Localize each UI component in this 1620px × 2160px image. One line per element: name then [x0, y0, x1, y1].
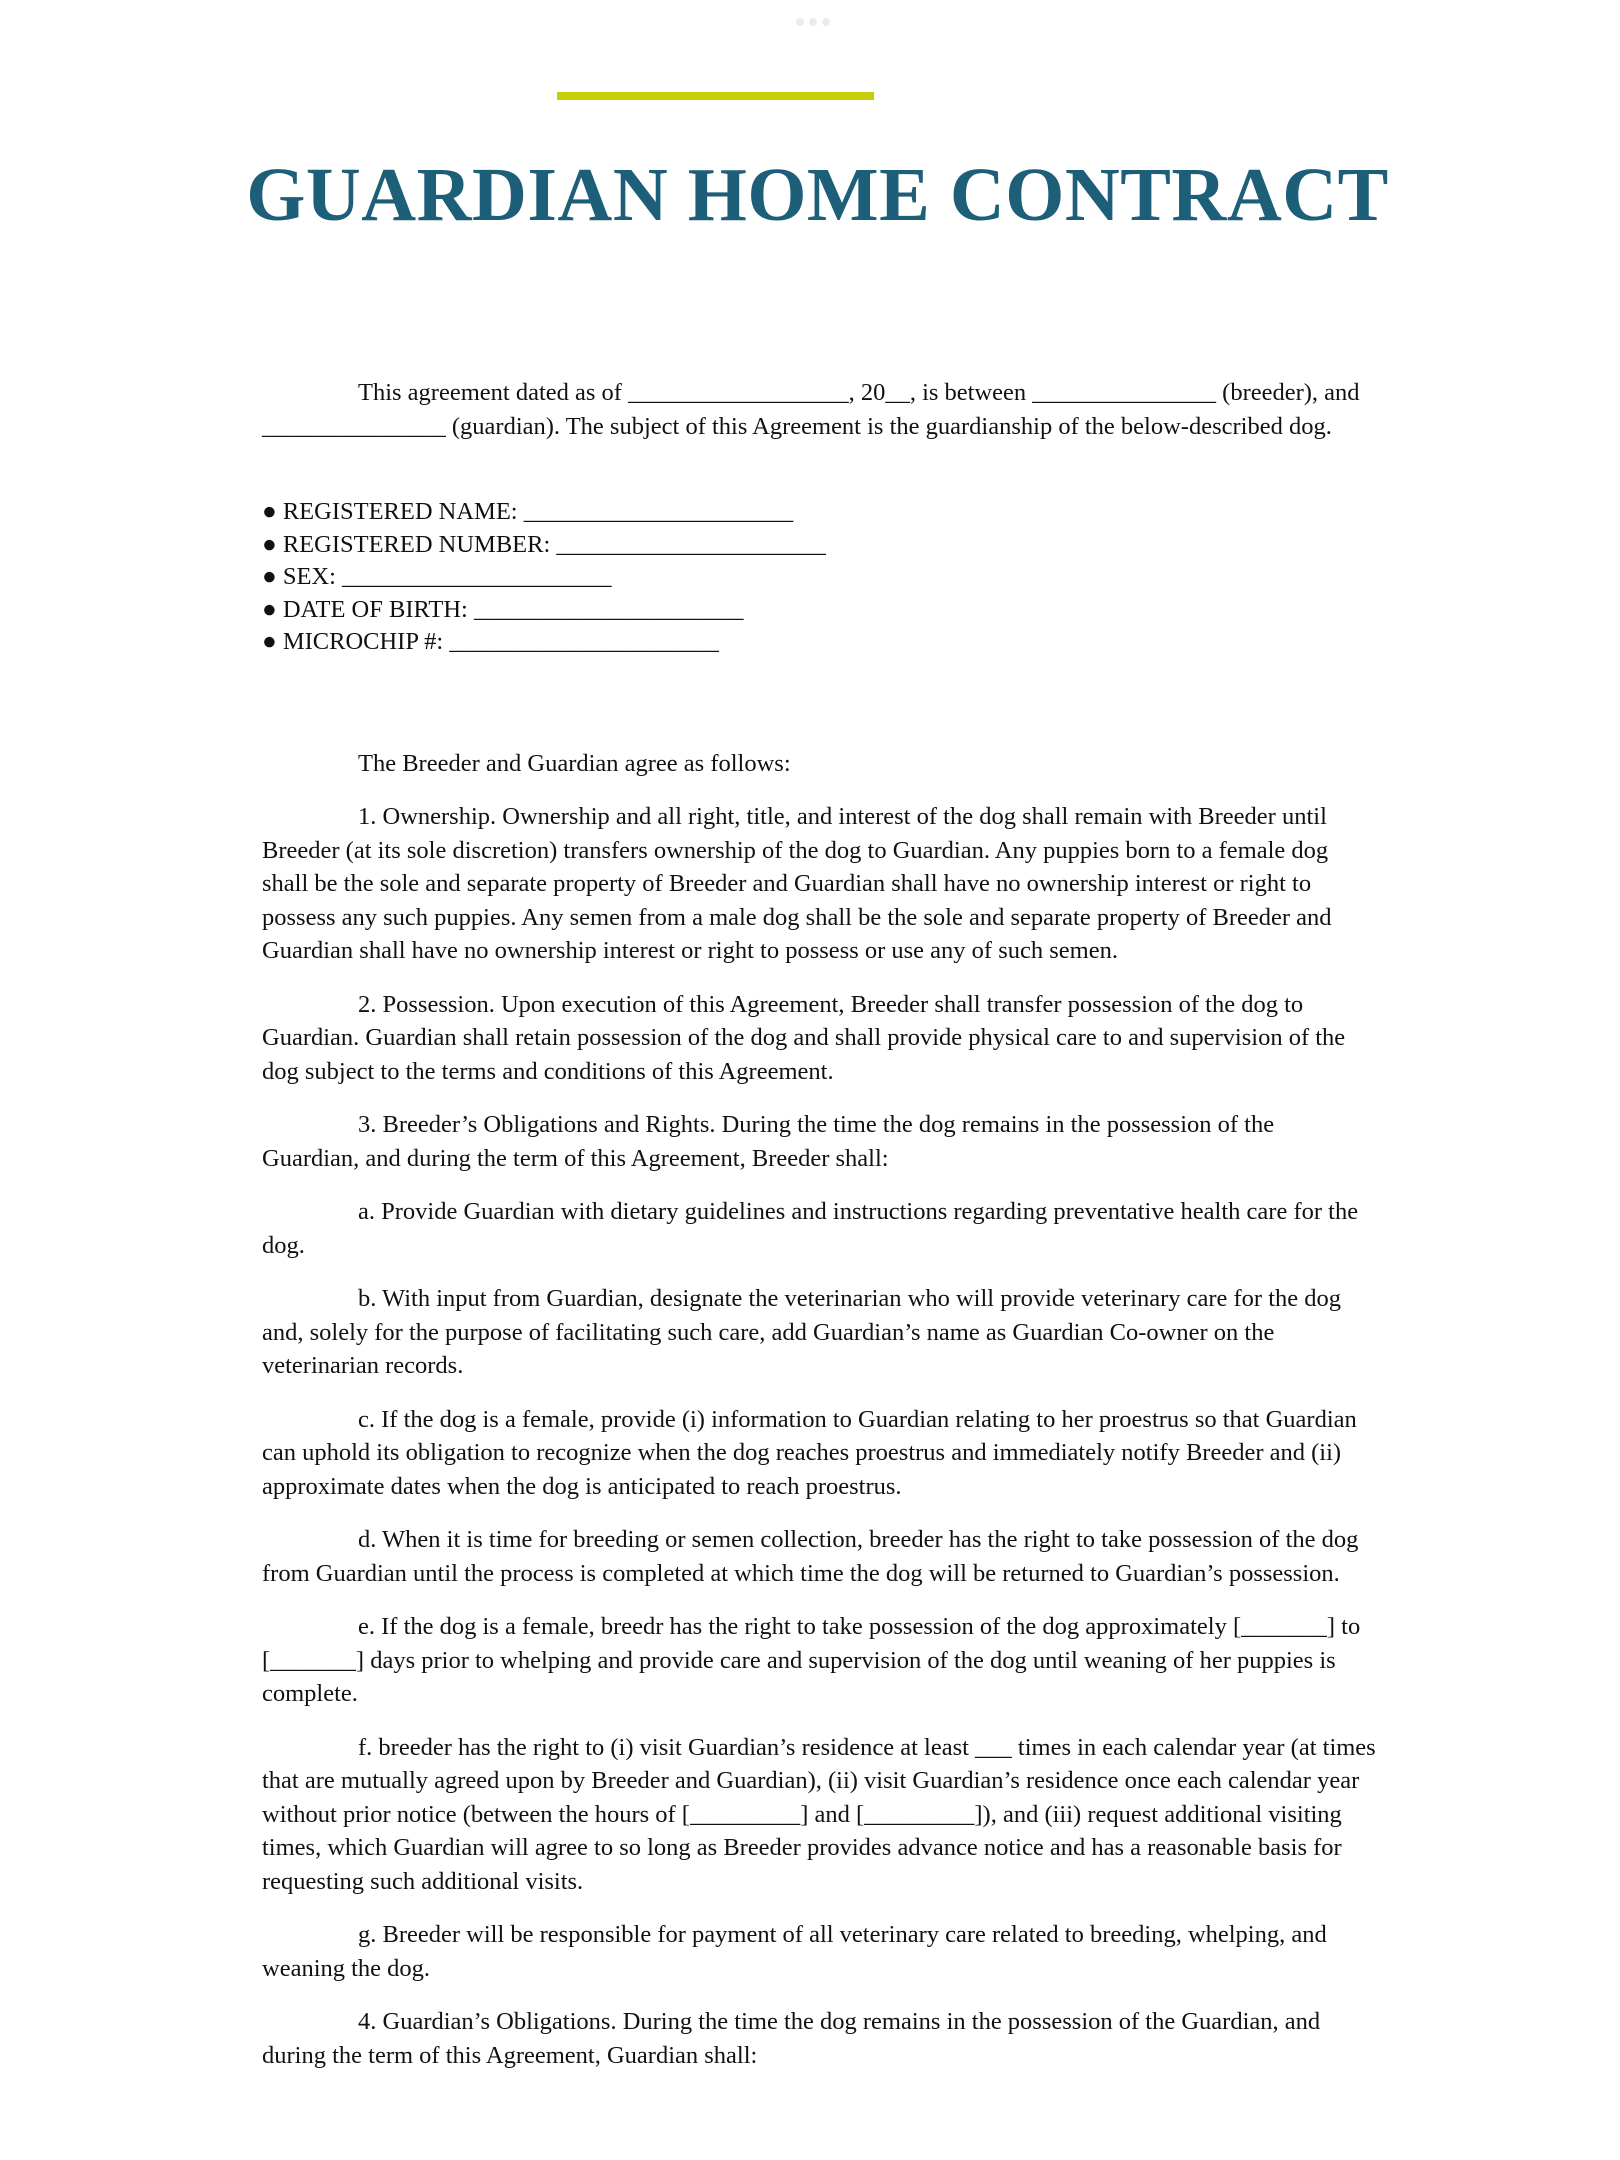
page-indicator-dot	[809, 18, 817, 26]
clause-possession: 2. Possession. Upon execution of this Agreement, Breeder shall transfer possession of the dog to Guardian. Guardian shall retain possession of the dog and shall provide physical care to and supervision of the dog subject to the terms and conditions of this Agreement.	[262, 990, 1346, 1085]
page-indicator-dot	[796, 18, 804, 26]
clause-f-visits: f. breeder has the right to (i) visit Guardian’s residence at least ___ times in each calendar year (at times that are mutually agreed upon by Breeder and Guardian), (ii) visit Guardian’s residence once each calendar year without prior notice (between the hours of [_________] and [_________]), and (iii) request additional visiting times, which Guardian will agree to so long as Breeder provides advance notice and has a reasonable basis for requesting such additional visits.	[262, 1733, 1376, 1895]
clause-a-dietary: a. Provide Guardian with dietary guidelines and instructions regarding preventative health care for the dog.	[262, 1198, 1359, 1259]
bullet-icon: ●	[262, 563, 277, 590]
clause-d-breeding: d. When it is time for breeding or semen collection, breeder has the right to take possession of the dog from Guardian until the process is completed at which time the dog will be returned to Guardian’s possession.	[262, 1526, 1359, 1587]
clause-b-veterinarian: b. With input from Guardian, designate the veterinarian who will provide veterinary care for the dog and, solely for the purpose of facilitating such care, add Guardian’s name as Guardian Co-owner on the veterinarian records.	[262, 1285, 1342, 1379]
bullet-icon: ●	[262, 530, 277, 558]
bullet-icon: ●	[262, 498, 277, 525]
clause-e-whelping: e. If the dog is a female, breedr has the right to take possession of the dog approximately [_______] to [_______] days prior to whelping and provide care and supervision of the dog until weaning of her puppies is complete.	[262, 1613, 1361, 1707]
clause-g-veterinary-payment: g. Breeder will be responsible for payment of all veterinary care related to breeding, whelping, and weaning the dog.	[262, 1921, 1327, 1982]
field-sex: ● SEX: ______________________	[262, 563, 612, 590]
title-accent-bar	[557, 92, 874, 100]
clause-guardian-obligations: 4. Guardian’s Obligations. During the time the dog remains in the possession of the Guardian, and during the term of this Agreement, Guardian shall:	[262, 2008, 1321, 2069]
field-microchip: ● MICROCHIP #: ______________________	[262, 628, 719, 655]
clause-breeder-obligations: 3. Breeder’s Obligations and Rights. During the time the dog remains in the possession of the Guardian, and during the term of this Agreement, Breeder shall:	[262, 1111, 1275, 1172]
clause-ownership: 1. Ownership. Ownership and all right, title, and interest of the dog shall remain with Breeder until Breeder (at its sole discretion) transfers ownership of the dog to Guardian. Any puppies born to a female dog shall be the sole and separate property of Breeder and Guardian shall have no ownership interest or right to possess any such puppies. Any semen from a male dog shall be the sole and separate property of Breeder and Guardian shall have no ownership interest or right to possess or use any of such semen.	[262, 803, 1332, 964]
document-title: GUARDIAN HOME CONTRACT	[246, 153, 1389, 237]
field-date-of-birth: ● DATE OF BIRTH: ______________________	[262, 595, 744, 623]
page-indicator	[796, 18, 830, 26]
agreement-lead-in: The Breeder and Guardian agree as follows:	[358, 749, 791, 777]
contract-body	[262, 376, 1377, 2092]
dog-details-list	[262, 496, 1377, 659]
bullet-icon: ●	[262, 595, 277, 623]
field-registered-number: ● REGISTERED NUMBER: ______________________	[262, 530, 826, 558]
bullet-icon: ●	[262, 628, 277, 655]
clause-c-proestrus: c. If the dog is a female, provide (i) information to Guardian relating to her proestrus so that Guardian can uphold its obligation to recognize when the dog reaches proestrus and immediately notify Breeder and (ii) approximate dates when the dog is anticipated to reach proestrus.	[262, 1405, 1357, 1500]
page-indicator-dot	[822, 18, 830, 26]
intro-paragraph: This agreement dated as of __________________, 20__, is between _______________ (breeder), and _______________ (guardian). The subject of this Agreement is the guardianship of the below-described dog.	[262, 379, 1360, 440]
field-registered-name: ● REGISTERED NAME: ______________________	[262, 498, 794, 525]
